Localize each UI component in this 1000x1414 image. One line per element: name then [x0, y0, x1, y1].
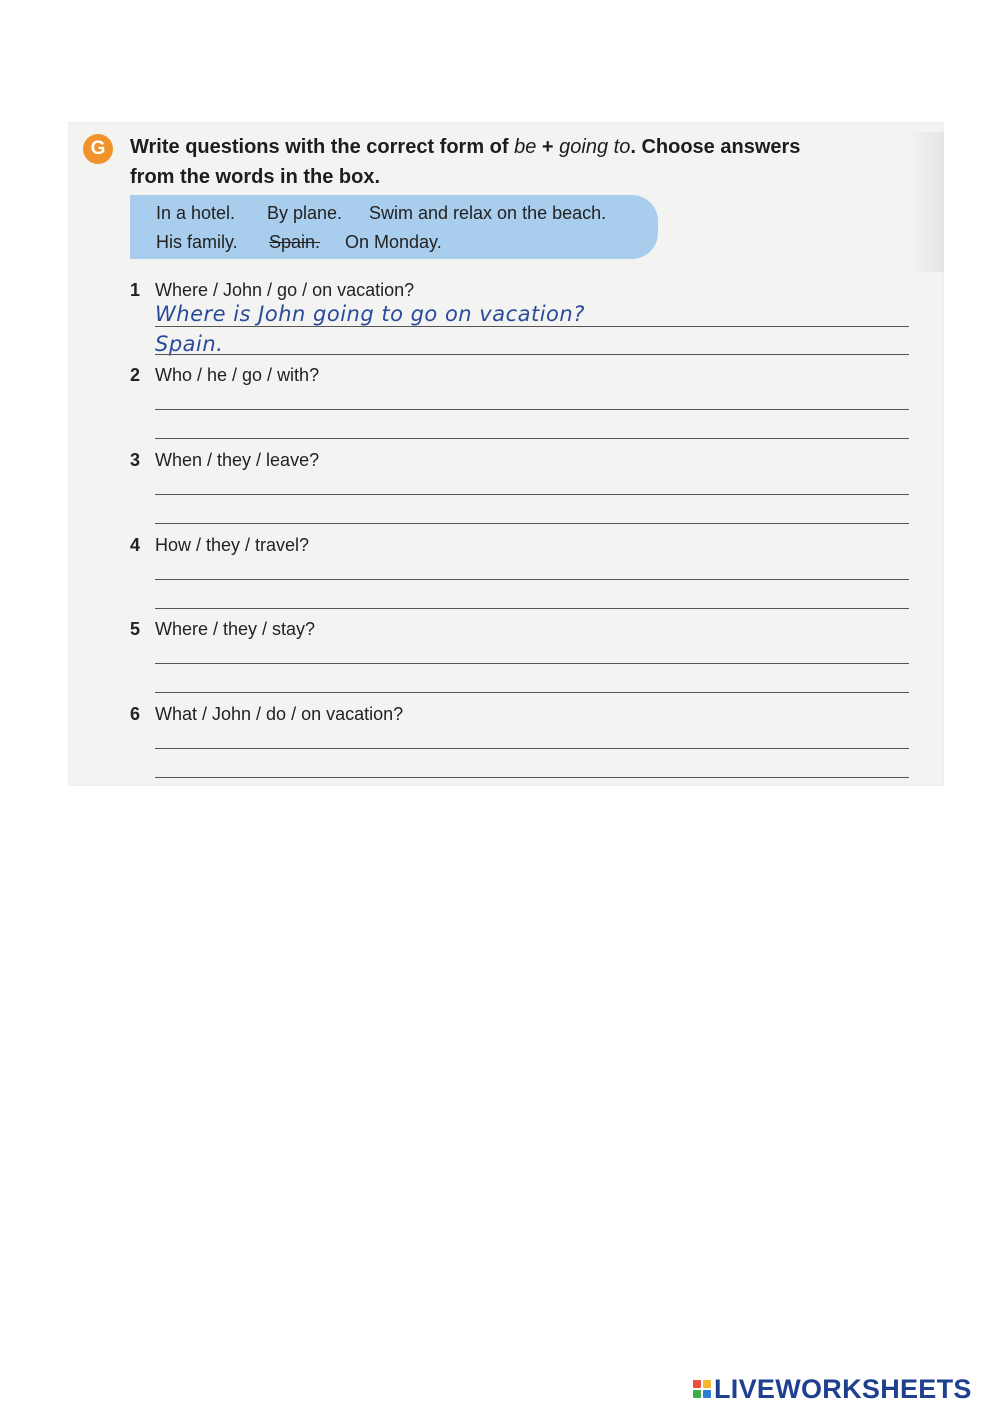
- word-option-crossed-out: Spain.: [269, 232, 321, 252]
- question-number: 1: [130, 280, 141, 300]
- logo-text: LIVEWORKSHEETS: [714, 1373, 972, 1404]
- question-number: 6: [130, 704, 141, 724]
- answer-question-field[interactable]: [155, 748, 909, 749]
- answer-reply-field[interactable]: Spain.: [155, 332, 224, 356]
- answer-question-field[interactable]: [155, 409, 909, 410]
- answer-question-field[interactable]: Where is John going to go on vacation?: [155, 302, 585, 326]
- worksheet-scan: [68, 122, 944, 786]
- question-number: 5: [130, 619, 141, 639]
- exercise-instruction: Write questions with the correct form of be + going to. Choose answers from the words in the box.: [130, 136, 801, 188]
- exercise-badge: G: [83, 134, 113, 164]
- word-option: On Monday.: [345, 232, 442, 252]
- answer-reply-field[interactable]: [155, 438, 909, 439]
- answer-question-field[interactable]: [155, 579, 909, 580]
- question-prompt: Where / John / go / on vacation?: [155, 280, 415, 300]
- answer-reply-field[interactable]: [155, 608, 909, 609]
- question-prompt: What / John / do / on vacation?: [155, 704, 404, 724]
- question-number: 4: [130, 535, 141, 555]
- question-number: 2: [130, 365, 141, 385]
- answer-question-field[interactable]: [155, 494, 909, 495]
- answer-reply-field[interactable]: [155, 692, 909, 693]
- answer-question-field[interactable]: [155, 663, 909, 664]
- word-option: In a hotel.: [156, 203, 236, 223]
- word-option: By plane.: [267, 203, 343, 223]
- word-option: His family.: [156, 232, 238, 252]
- question-prompt: How / they / travel?: [155, 535, 310, 555]
- liveworksheets-logo-icon: [693, 1380, 711, 1398]
- answer-reply-field[interactable]: [155, 777, 909, 778]
- word-box: [130, 195, 658, 259]
- question-prompt: Who / he / go / with?: [155, 365, 320, 385]
- question-prompt: When / they / leave?: [155, 450, 320, 470]
- question-prompt: Where / they / stay?: [155, 619, 316, 639]
- answer-line: [155, 326, 909, 327]
- answer-reply-field[interactable]: [155, 523, 909, 524]
- page-edge-shadow: [908, 132, 944, 272]
- word-option: Swim and relax on the beach.: [369, 203, 607, 223]
- liveworksheets-logo: [693, 1374, 972, 1404]
- answer-line: [155, 354, 909, 355]
- question-number: 3: [130, 450, 141, 470]
